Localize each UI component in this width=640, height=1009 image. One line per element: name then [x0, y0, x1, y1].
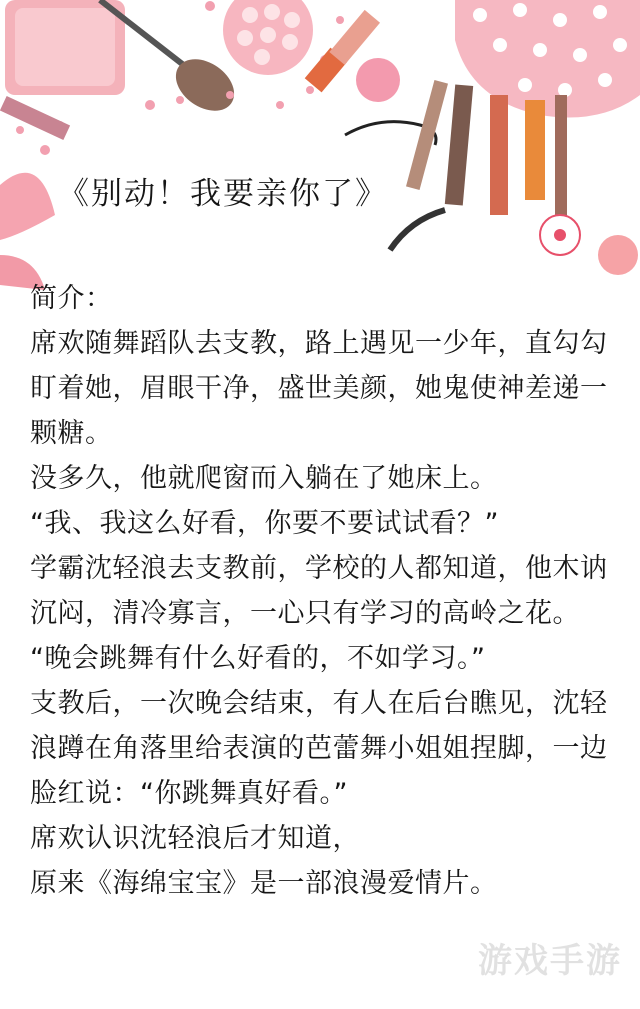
cosmetic-bag-icon — [455, 0, 640, 118]
paragraph: “我、我这么好看，你要不要试试看？” — [30, 508, 499, 539]
paragraph: 原来《海绵宝宝》是一部浪漫爱情片。 — [30, 868, 498, 899]
lipstick-small-icon — [0, 96, 70, 140]
paragraph: 席欢认识沈轻浪后才知道， — [30, 823, 360, 854]
blush-palette-icon — [5, 0, 125, 95]
watermark: 游戏手游 — [478, 941, 622, 981]
paragraph: “晚会跳舞有什么好看的，不如学习。” — [30, 643, 486, 674]
bow-icon — [0, 173, 55, 290]
synopsis — [30, 276, 620, 906]
pearl-palette-icon — [223, 0, 313, 75]
paragraph: 席欢随舞蹈队去支教，路上遇见一少年，直勾勾盯着她，眉眼干净，盛世美颜，她鬼使神差递一颗糖。 — [30, 328, 608, 449]
lipstick-set-icon — [406, 80, 567, 225]
blush-compact-icon — [598, 235, 638, 275]
paragraph: 没多久，他就爬窗而入躺在了她床上。 — [30, 463, 498, 494]
intro-label: 简介： — [30, 283, 113, 314]
flower-icon — [540, 215, 580, 255]
paragraph: 学霸沈轻浪去支教前，学校的人都知道，他木讷沉闷，清冷寡言，一心只有学习的高岭之花。 — [30, 553, 608, 629]
makeup-illustration — [0, 0, 640, 300]
mascara-stroke-icon — [390, 210, 445, 250]
page-title: 《别动！我要亲你了》 — [58, 176, 388, 212]
compact-mirror-icon — [356, 58, 400, 102]
paragraph: 支教后，一次晚会结束，有人在后台瞧见，沈轻浪蹲在角落里给表演的芭蕾舞小姐姐捏脚，一边脸红说：“你跳舞真好看。” — [30, 688, 608, 809]
